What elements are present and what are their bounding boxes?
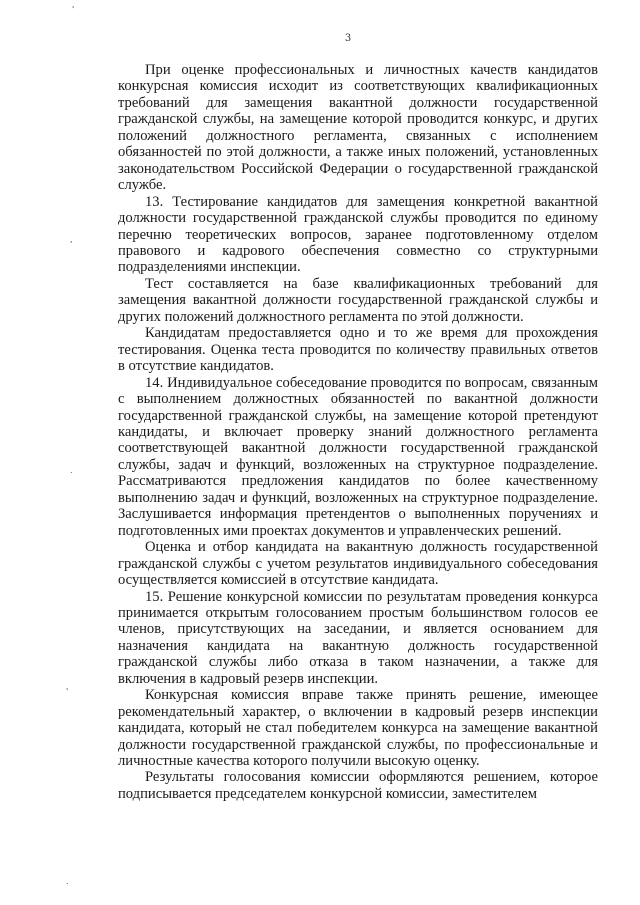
- scan-mark: ,: [70, 235, 73, 244]
- document-body: [118, 62, 598, 802]
- scan-mark: ': [72, 5, 75, 14]
- scan-mark: ': [66, 687, 69, 696]
- paragraph-recommendation: Конкурсная комиссия вправе также принять решение, имеющее рекомендательный характер, о включении в кадровый резерв инспекции кандидата, который не стал победителем конкурса на замещение вакантной должности государственной гражданской службы, по профессиональные и личностные качества которого получили высокую оценку.: [118, 687, 598, 770]
- paragraph-test-time: Кандидатам предоставляется одно и то же время для прохождения тестирования. Оценка теста проводится по количеству правильных ответов в отсутствие кандидатов.: [118, 325, 598, 375]
- scan-mark: .: [70, 466, 73, 475]
- paragraph-candidate-selection: Оценка и отбор кандидата на вакантную должность государственной гражданской службы с учетом результатов индивидуального собеседования осуществляется комиссией в отсутствие кандидата.: [118, 539, 598, 589]
- page-number: 3: [344, 33, 352, 44]
- paragraph-voting-results: Результаты голосования комиссии оформляются решением, которое подписывается председателем конкурсной комиссии, заместителем: [118, 769, 598, 802]
- paragraph-test-composition: Тест составляется на базе квалификационных требований для замещения вакантной должности государственной гражданской службы и других положений должностного регламента по этой должности.: [118, 275, 598, 325]
- paragraph-14-interview: 14. Индивидуальное собеседование проводится по вопросам, связанным с выполнением должностных обязанностей по вакантной должности государственной гражданской службы, на замещение которой претендуют кандидаты, и включает проверку знаний должностного регламента соответствующей вакантной должности государственной гражданской службы, задач и функций, возложенных на структурное подразделение. Рассматриваются предложения кандидатов по более качественному выполнению задач и функций, возложенных на структурное подразделение. Заслушивается информация претендентов о выполненных поручениях и подготовленных ими проектах документов и управленческих решений.: [118, 374, 598, 539]
- paragraph-evaluation-criteria: При оценке профессиональных и личностных качеств кандидатов конкурсная комиссия исходит из соответствующих квалификационных требований для замещения вакантной должности государственной гражданской службы, на замещение которой проводится конкурс, и других положений должностного регламента, связанных с исполнением обязанностей по этой должности, а также иных положений, установленных законодательством Российской Федерации о государственной гражданской службе.: [118, 62, 598, 194]
- scan-mark: .: [66, 877, 69, 886]
- paragraph-13-testing: 13. Тестирование кандидатов для замещения конкретной вакантной должности государственной гражданской службы проводится по единому перечню теоретических вопросов, заранее подготовленному отделом правового и кадрового обеспечения совместно со структурными подразделениями инспекции.: [118, 193, 598, 276]
- paragraph-15-decision: 15. Решение конкурсной комиссии по результатам проведения конкурса принимается открытым голосованием простым большинством голосов ее членов, присутствующих на заседании, и является основанием для назначения кандидата на вакантную должность государственной гражданской службы либо отказа в таком назначении, а также для включения в кадровый резерв инспекции.: [118, 588, 598, 687]
